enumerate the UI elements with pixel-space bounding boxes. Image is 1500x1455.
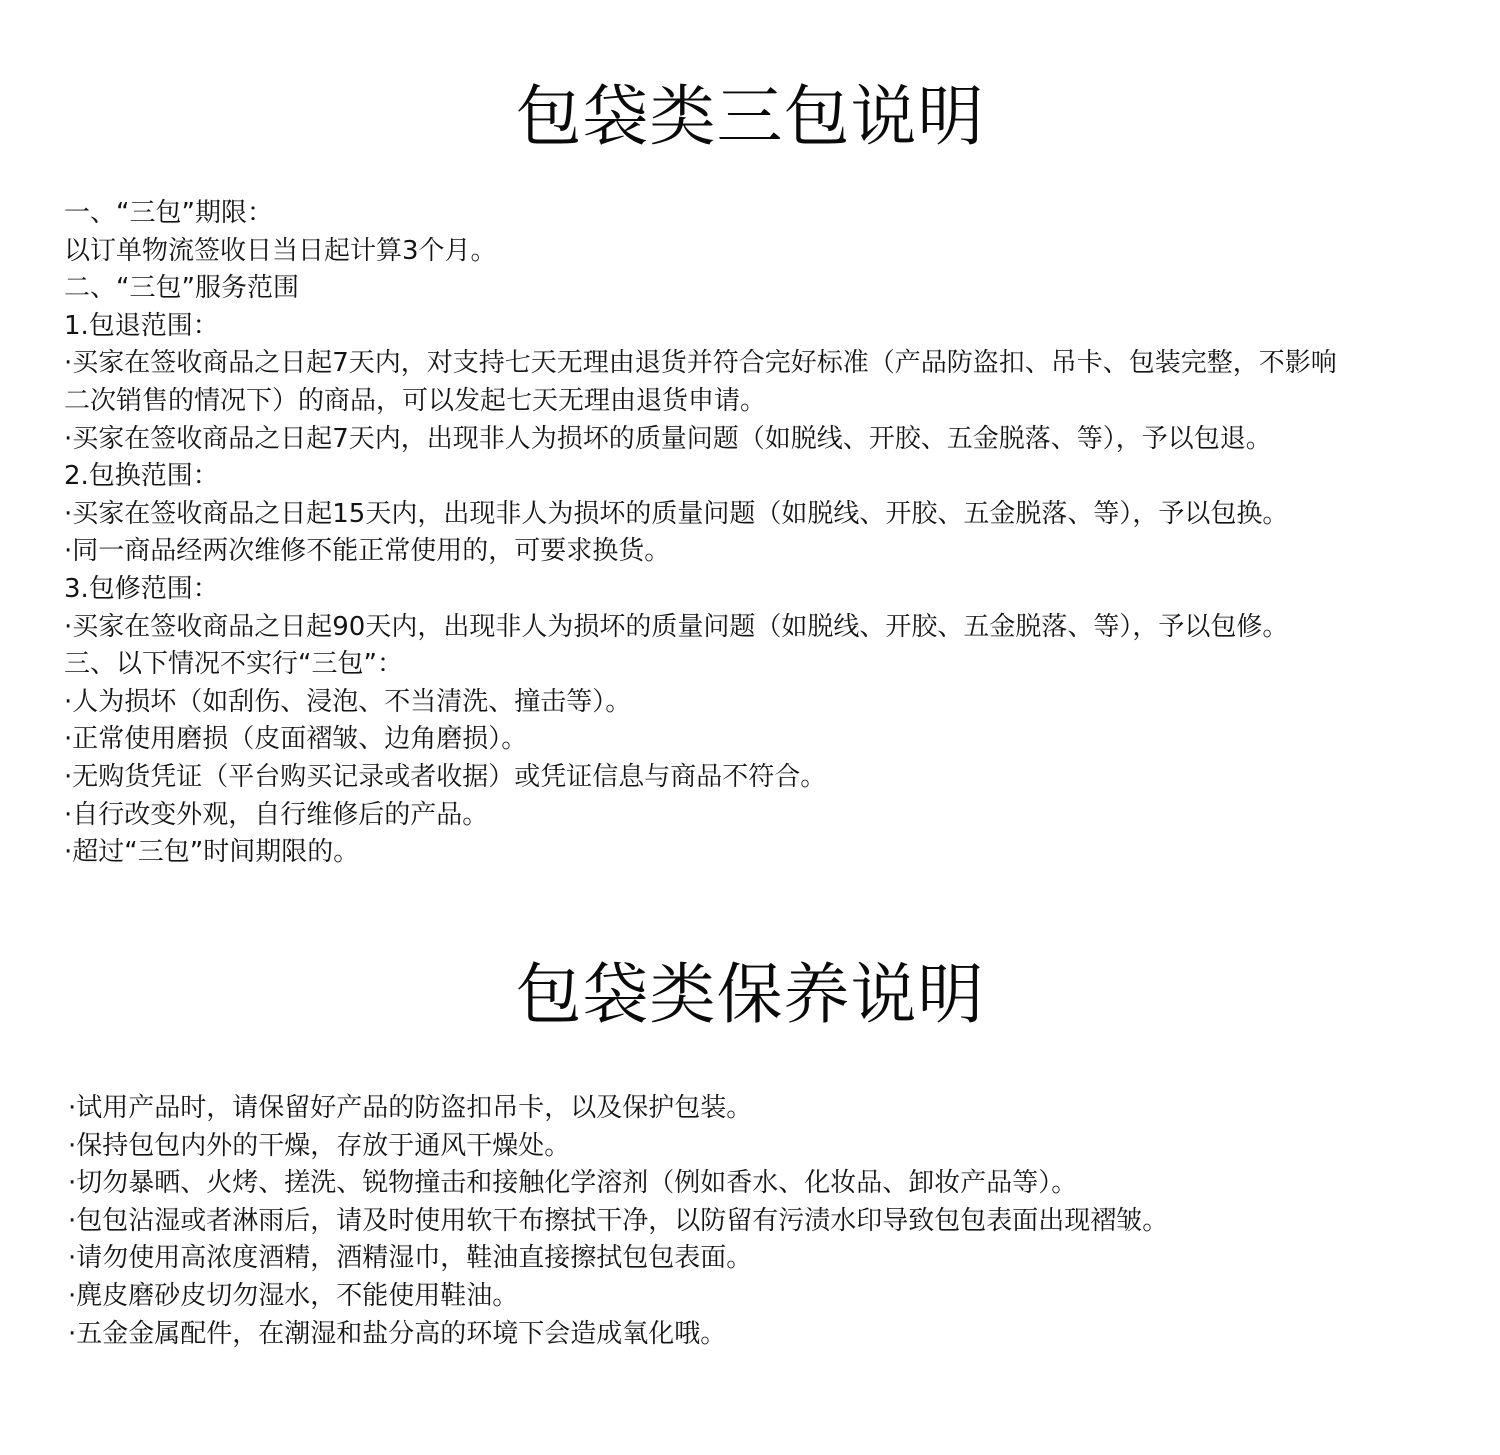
warranty-line: ·正常使用磨损（皮面褶皱、边角磨损）。 (64, 724, 528, 755)
care-line: ·试用产品时，请保留好产品的防盗扣吊卡，以及保护包装。 (68, 1093, 753, 1123)
warranty-line: 以订单物流签收日当日起计算3个月。 (64, 235, 497, 266)
warranty-line: ·人为损坏（如刮伤、浸泡、不当清洗、撞击等）。 (64, 686, 632, 717)
warranty-line: 二、“三包”服务范围 (64, 273, 299, 304)
warranty-line: ·买家在签收商品之日起7天内，对支持七天无理由退货并符合完好标准（产品防盗扣、吊卡、包装完整，不影响 (64, 348, 1337, 379)
care-content (68, 1090, 1468, 1353)
care-line: ·请勿使用高浓度酒精，酒精湿巾，鞋油直接擦拭包包表面。 (68, 1243, 753, 1274)
warranty-line: ·超过“三包”时间期限的。 (64, 837, 360, 868)
warranty-line: ·买家在签收商品之日起15天内，出现非人为损坏的质量问题（如脱线、开胶、五金脱落、等），予以包换。 (64, 498, 1289, 529)
care-line: ·包包沾湿或者淋雨后，请及时使用软干布擦拭干净，以防留有污渍水印导致包包表面出现褶皱。 (68, 1205, 1169, 1236)
warranty-line: ·买家在签收商品之日起90天内，出现非人为损坏的质量问题（如脱线、开胶、五金脱落、等），予以包修。 (64, 611, 1289, 642)
warranty-line: 1.包退范围： (64, 310, 219, 341)
warranty-line: 3.包修范围： (64, 573, 219, 604)
warranty-line: 2.包换范围： (64, 461, 219, 492)
care-line: ·保持包包内外的干燥，存放于通风干燥处。 (68, 1130, 571, 1161)
care-line: ·五金金属配件，在潮湿和盐分高的环境下会造成氧化哦。 (68, 1318, 727, 1349)
warranty-title: 包袋类三包说明 (515, 78, 985, 155)
warranty-line: 一、“三包”期限： (64, 198, 273, 228)
care-title: 包袋类保养说明 (515, 956, 985, 1033)
warranty-line: ·同一商品经两次维修不能正常使用的，可要求换货。 (64, 536, 671, 567)
care-line: ·麂皮磨砂皮切勿湿水，不能使用鞋油。 (68, 1280, 519, 1311)
warranty-line: 三、以下情况不实行“三包”： (64, 649, 403, 680)
warranty-line: 二次销售的情况下）的商品，可以发起七天无理由退货申请。 (64, 385, 767, 416)
warranty-content (64, 195, 1464, 872)
warranty-line: ·无购货凭证（平台购买记录或者收据）或凭证信息与商品不符合。 (64, 761, 827, 792)
warranty-line: ·买家在签收商品之日起7天内，出现非人为损坏的质量问题（如脱线、开胶、五金脱落、等），予以包退。 (64, 423, 1272, 454)
care-line: ·切勿暴晒、火烤、搓洗、锐物撞击和接触化学溶剂（例如香水、化妆品、卸妆产品等）。 (68, 1168, 1078, 1199)
warranty-line: ·自行改变外观，自行维修后的产品。 (64, 799, 489, 830)
